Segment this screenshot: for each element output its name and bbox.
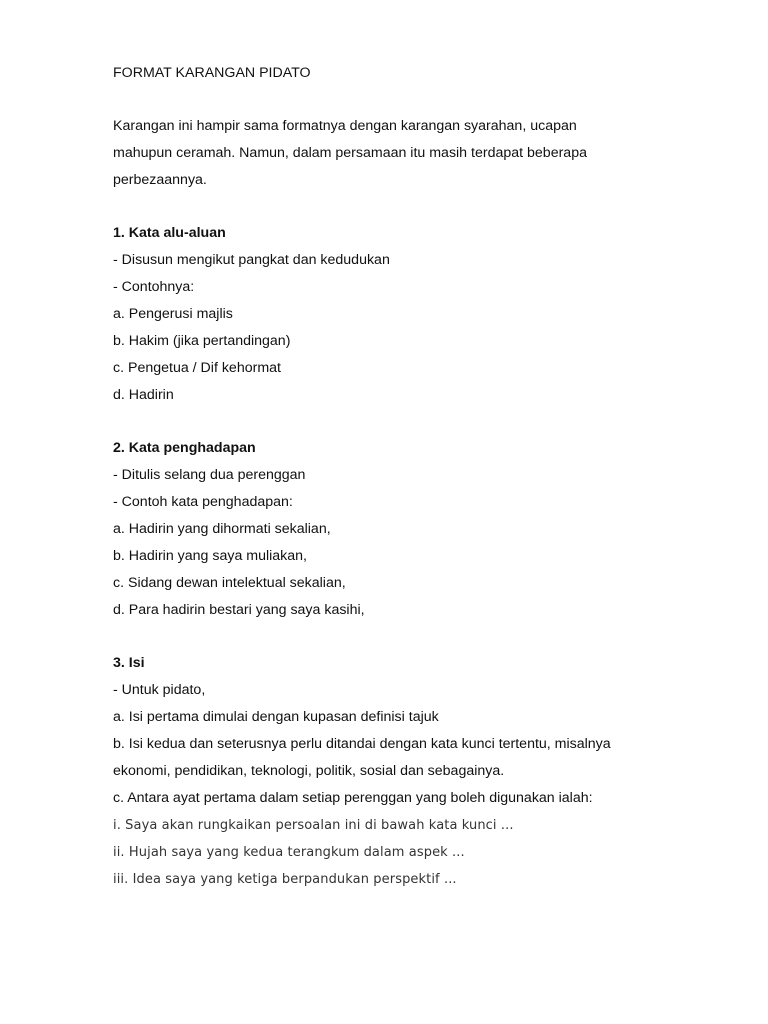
example-line: iii. Idea saya yang ketiga berpandukan perspektif ...: [113, 872, 457, 887]
section-heading: 1. Kata alu-aluan: [113, 225, 226, 241]
example-line: i. Saya akan rungkaikan persoalan ini di bawah kata kunci ...: [113, 818, 514, 833]
spacer: [113, 624, 733, 650]
section-line: a. Pengerusi majlis: [113, 306, 233, 322]
section-line: a. Hadirin yang dihormati sekalian,: [113, 521, 331, 537]
section-line: - Contoh kata penghadapan:: [113, 494, 293, 510]
document-body: [113, 60, 733, 893]
section-line: b. Isi kedua dan seterusnya perlu ditandai dengan kata kunci tertentu, misalnya: [113, 736, 611, 752]
section-line: - Contohnya:: [113, 279, 195, 295]
section-line: c. Sidang dewan intelektual sekalian,: [113, 575, 346, 591]
section-line: - Disusun mengikut pangkat dan kedudukan: [113, 252, 390, 268]
section-line: c. Antara ayat pertama dalam setiap perenggan yang boleh digunakan ialah:: [113, 790, 593, 806]
section-heading: 2. Kata penghadapan: [113, 440, 256, 456]
intro-line: mahupun ceramah. Namun, dalam persamaan itu masih terdapat beberapa: [113, 145, 587, 161]
section-line: - Untuk pidato,: [113, 682, 206, 698]
section-line: b. Hadirin yang saya muliakan,: [113, 548, 307, 564]
section-line: a. Isi pertama dimulai dengan kupasan definisi tajuk: [113, 709, 439, 725]
spacer: [113, 409, 733, 435]
section-line: - Ditulis selang dua perenggan: [113, 467, 306, 483]
section-line: d. Para hadirin bestari yang saya kasihi,: [113, 602, 365, 618]
intro-line: perbezaannya.: [113, 172, 207, 188]
spacer: [113, 194, 733, 220]
section-heading: 3. Isi: [113, 655, 145, 671]
intro-line: Karangan ini hampir sama formatnya dengan karangan syarahan, ucapan: [113, 118, 577, 134]
section-line: b. Hakim (jika pertandingan): [113, 333, 291, 349]
section-line: c. Pengetua / Dif kehormat: [113, 360, 281, 376]
document-title: FORMAT KARANGAN PIDATO: [113, 65, 311, 81]
example-line: ii. Hujah saya yang kedua terangkum dalam aspek ...: [113, 845, 465, 860]
spacer: [113, 87, 733, 113]
section-line: ekonomi, pendidikan, teknologi, politik, sosial dan sebagainya.: [113, 763, 505, 779]
section-line: d. Hadirin: [113, 387, 174, 403]
